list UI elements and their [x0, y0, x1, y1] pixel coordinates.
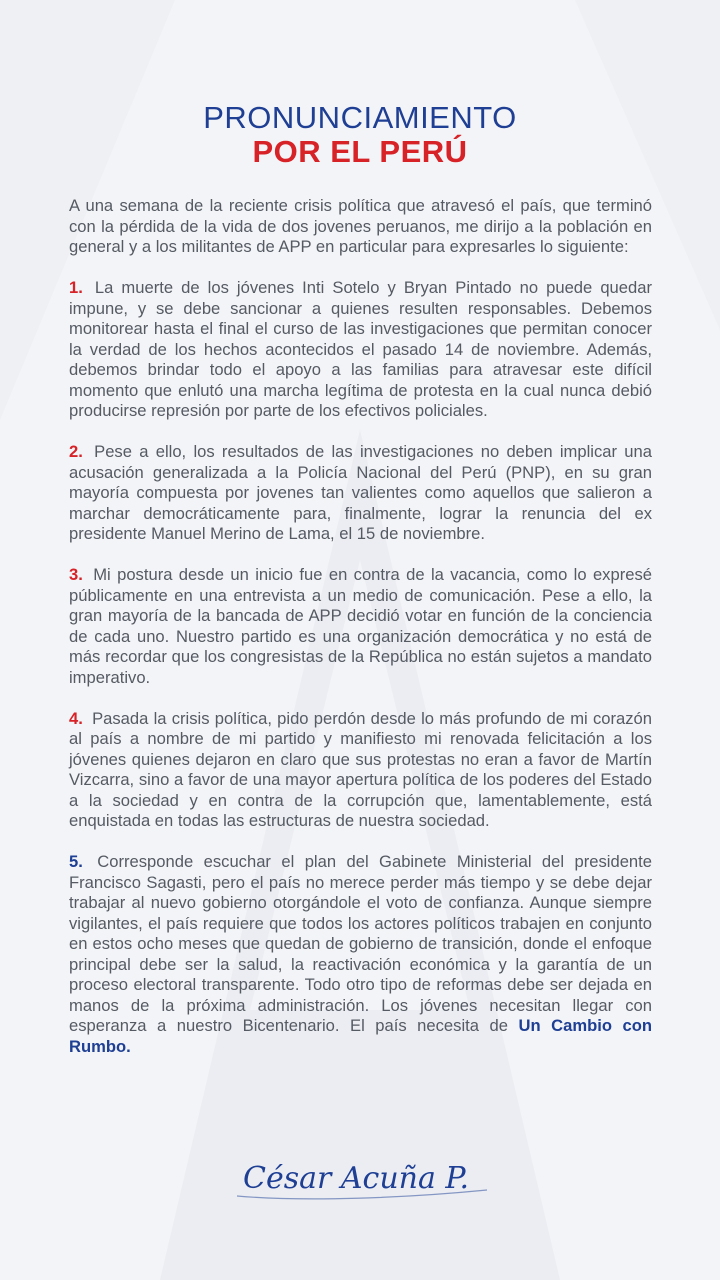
signature-text: César Acuña P. — [243, 1161, 470, 1196]
point-text: Pasada la crisis política, pido perdón desde lo más profundo de mi corazón al país a nombre de mi partido y manifiesto mi renovada felicitación a los jóvenes quienes dejaron en claro que sus protestas no eran a favor de Martín Vizcarra, sino a favor de una mayor apertura política de los poderes del Estado a la sociedad y en contra de la corrupción que, lamentablemente, está enquistada en todas las estructuras de nuestra sociedad. — [69, 708, 652, 830]
point-number: 5. — [69, 852, 83, 871]
point-number: 4. — [69, 708, 83, 728]
slogan-emphasis: Un Cambio con Rumbo. — [69, 1016, 652, 1056]
point-number: 2. — [69, 442, 83, 461]
point-number: 3. — [69, 565, 83, 584]
point-text: Corresponde escuchar el plan del Gabinete Ministerial del presidente Francisco Sagasti, pero el país no merece perder más tiempo y se debe dejar trabajar al nuevo gobierno otorgándole el voto de confianza. Aunque siempre vigilantes, el país requiere que todos los actores políticos trabajen en conjunto en estos ocho meses que quedan de gobierno de transición, donde el enfoque principal debe ser la salud, la reactivación económica y la garantía de un proceso electoral transparente. Todo otro tipo de reformas debe ser dejada en manos de la próxima administración. Los jóvenes necesitan llegar con esperanza a nuestro Bicentenario. El país necesita de — [69, 852, 652, 1035]
statement-body — [69, 196, 652, 1078]
point-2 — [69, 442, 652, 545]
point-5 — [69, 852, 652, 1057]
point-1 — [69, 278, 652, 422]
point-3 — [69, 565, 652, 688]
point-number: 1. — [69, 278, 83, 297]
point-4 — [69, 709, 652, 832]
point-text: Mi postura desde un inicio fue en contra de la vacancia, como lo expresé públicamente en una entrevista a un medio de comunicación. Pese a ello, la gran mayoría de la bancada de APP decidió votar en función de la conciencia de cada uno. Nuestro partido es una organización democrática y no está de más recordar que los congresistas de la República no están sujetos a mandato imperativo. — [69, 565, 652, 687]
title-line-1: PRONUNCIAMIENTO — [203, 100, 517, 135]
point-text: Pese a ello, los resultados de las investigaciones no deben implicar una acusación generalizada a la Policía Nacional del Perú (PNP), en su gran mayoría compuesta por jovenes tan valientes como aquellos que salieron a marchar democráticamente para, finalmente, lograr la renuncia del ex presidente Manuel Merino de Lama, el 15 de noviembre. — [69, 442, 652, 543]
signature — [225, 1148, 505, 1208]
point-text: La muerte de los jóvenes Inti Sotelo y Bryan Pintado no puede quedar impune, y se debe sancionar a quienes resulten responsables. Debemos monitorear hasta el final el curso de las investigaciones que permitan conocer la verdad de los hechos acontecidos el pasado 14 de noviembre. Además, debemos brindar todo el apoyo a las familias para atravesar este difícil momento que enlutó una marcha legítima de protesta en la cual nunca debió producirse represión por parte de los efectivos policiales. — [69, 278, 652, 420]
intro-paragraph: A una semana de la reciente crisis política que atravesó el país, que terminó con la pérdida de la vida de dos jovenes peruanos, me dirijo a la población en general y a los militantes de APP en particular para expresarles lo siguiente: — [69, 196, 652, 256]
title-line-2: POR EL PERÚ — [252, 134, 468, 169]
